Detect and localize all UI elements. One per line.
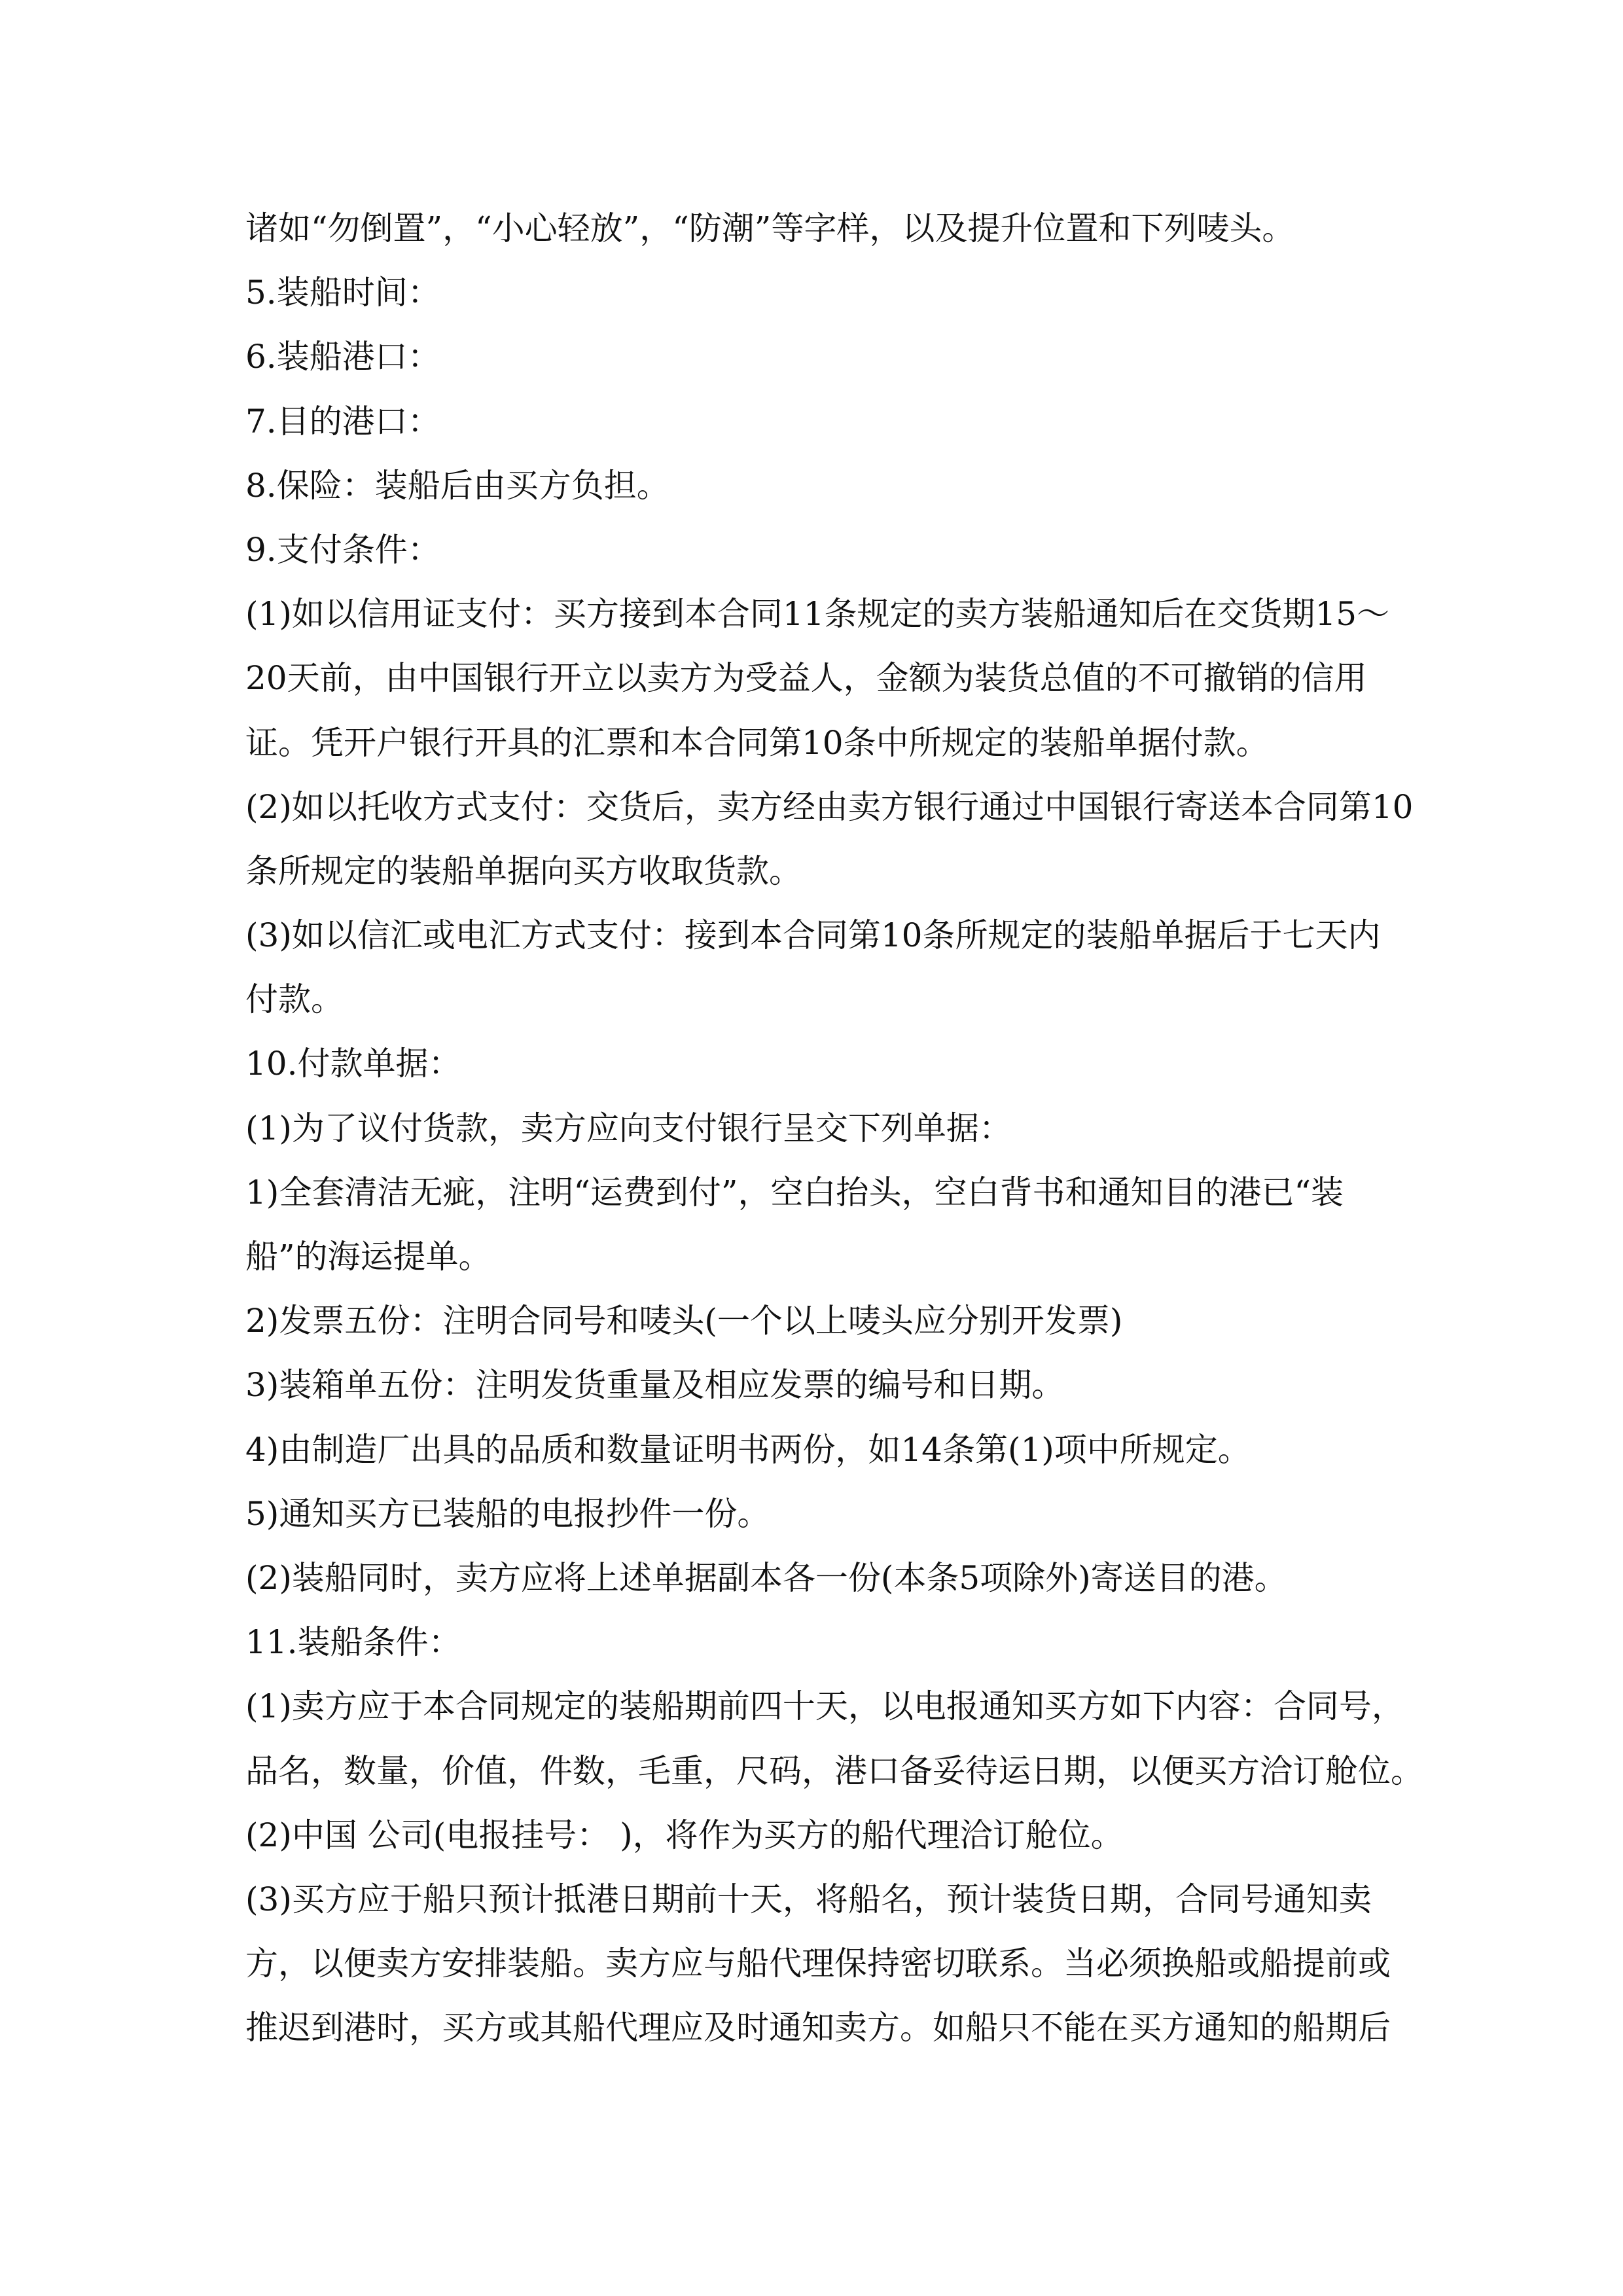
text-line: (1)卖方应于本合同规定的装船期前四十天，以电报通知买方如下内容：合同号， <box>245 1687 1404 1726</box>
text-line: 1)全套清洁无疵，注明“运费到付”，空白抬头，空白背书和通知目的港已“装 <box>245 1173 1344 1211</box>
text-line: 6.装船港口： <box>245 338 440 376</box>
text-line: 方，以便卖方安排装船。卖方应与船代理保持密切联系。当必须换船或船提前或 <box>245 1945 1391 1983</box>
text-line: 推迟到港时，买方或其船代理应及时通知卖方。如船只不能在买方通知的船期后 <box>245 2009 1391 2047</box>
text-line: 条所规定的装船单据向买方收取货款。 <box>245 852 802 890</box>
text-line: 4)由制造厂出具的品质和数量证明书两份，如14条第(1)项中所规定。 <box>245 1430 1251 1469</box>
text-line: 8.保险：装船后由买方负担。 <box>245 466 669 505</box>
text-line: 诸如“勿倒置”，“小心轻放”，“防潮”等字样，以及提升位置和下列唛头。 <box>245 209 1295 247</box>
text-line: (2)中国 公司(电报挂号： )，将作为买方的船代理洽订舱位。 <box>245 1816 1124 1854</box>
text-line: 20天前，由中国银行开立以卖方为受益人，金额为装货总值的不可撤销的信用 <box>245 659 1367 698</box>
text-line: (1)如以信用证支付：买方接到本合同11条规定的卖方装船通知后在交货期15～ <box>245 595 1390 634</box>
text-line: 9.支付条件： <box>245 530 440 569</box>
text-line: 3)装箱单五份：注明发货重量及相应发票的编号和日期。 <box>245 1366 1065 1405</box>
text-line: 5.装船时间： <box>245 274 440 312</box>
text-line: (1)为了议付货款，卖方应向支付银行呈交下列单据： <box>245 1109 1012 1147</box>
text-line: 11.装船条件： <box>245 1623 461 1662</box>
document-body <box>245 196 1423 2060</box>
text-line: 5)通知买方已装船的电报抄件一份。 <box>245 1494 770 1533</box>
text-line: (2)如以托收方式支付：交货后，卖方经由卖方银行通过中国银行寄送本合同第10 <box>245 787 1414 826</box>
text-line: (3)买方应于船只预计抵港日期前十天，将船名，预计装货日期，合同号通知卖 <box>245 1880 1372 1918</box>
text-line: 7.目的港口： <box>245 402 440 440</box>
text-line: 付款。 <box>245 980 344 1019</box>
text-line: (2)装船同时，卖方应将上述单据副本各一份(本条5项除外)寄送目的港。 <box>245 1558 1287 1597</box>
text-line: 10.付款单据： <box>245 1045 461 1083</box>
text-line: (3)如以信汇或电汇方式支付：接到本合同第10条所规定的装船单据后于七天内 <box>245 916 1381 955</box>
text-line: 品名，数量，价值，件数，毛重，尺码，港口备妥待运日期，以便买方洽订舱位。 <box>245 1751 1423 1790</box>
text-line: 船”的海运提单。 <box>245 1238 491 1276</box>
text-line: 证。凭开户银行开具的汇票和本合同第10条中所规定的装船单据付款。 <box>245 723 1269 762</box>
text-line: 2)发票五份：注明合同号和唛头(一个以上唛头应分别开发票) <box>245 1302 1123 1340</box>
